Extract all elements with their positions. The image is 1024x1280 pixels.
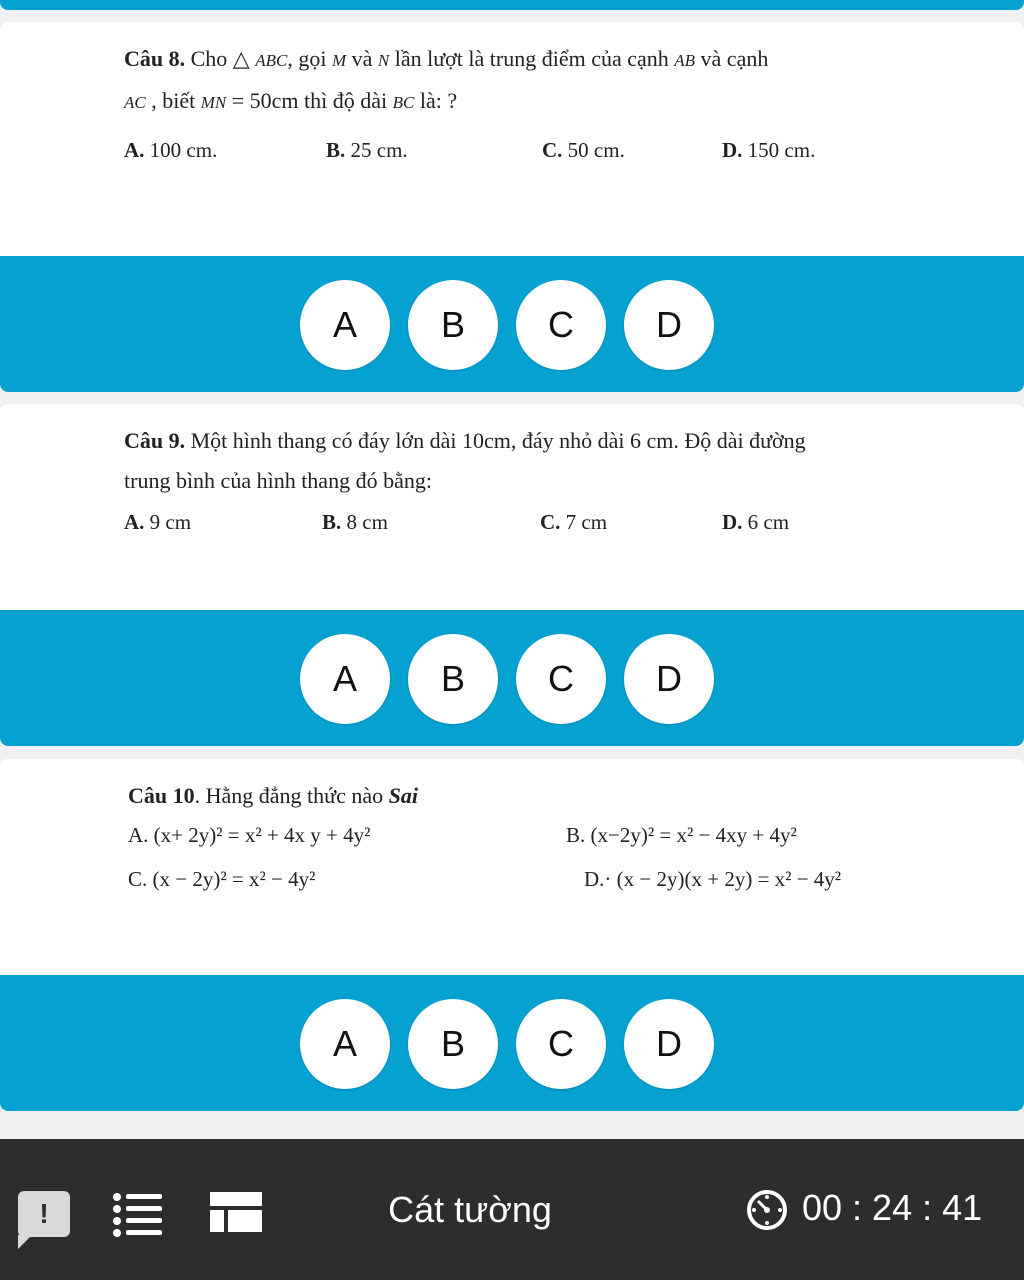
q8-math: MN (200, 93, 227, 112)
question-10-line-1 (128, 783, 418, 809)
option-text: 9 cm (144, 510, 192, 534)
answer-bar-8 (0, 256, 1024, 392)
option-key: A. (128, 823, 149, 847)
top-accent-bar (0, 0, 1024, 10)
q10-option-d (584, 867, 841, 892)
question-8-line-2 (124, 88, 457, 114)
q8-option-c (542, 138, 625, 163)
answer-a-button[interactable]: A (300, 999, 390, 1089)
q8-option-a (124, 138, 217, 163)
q8-text: và cạnh (695, 46, 769, 71)
q10-option-a (128, 823, 370, 848)
option-key: B. (326, 138, 346, 162)
option-text: 7 cm (560, 510, 608, 534)
answer-b-button[interactable]: B (408, 999, 498, 1089)
q10-option-b (566, 823, 797, 848)
list-icon[interactable] (112, 1191, 164, 1237)
option-key: C. (128, 867, 148, 891)
question-card-10 (0, 759, 1024, 1111)
option-text: 150 cm. (742, 138, 816, 162)
question-9-line-1 (124, 428, 806, 454)
timer-display: 00 : 24 : 41 (802, 1187, 983, 1228)
q9-option-a (124, 510, 191, 535)
q9-option-d (722, 510, 789, 535)
option-text: (x−2y)² = x² − 4xy + 4y² (585, 823, 797, 847)
option-text: 6 cm (742, 510, 790, 534)
answer-bar-9 (0, 610, 1024, 746)
option-text: 100 cm. (144, 138, 218, 162)
question-card-9 (0, 404, 1024, 746)
question-8-line-1 (124, 46, 768, 72)
q10-text: . Hằng đẳng thức nào (194, 783, 389, 808)
answer-bar-10 (0, 975, 1024, 1111)
option-text: 50 cm. (562, 138, 625, 162)
q9-text: Một hình thang có đáy lớn dài 10cm, đáy nhỏ dài 6 cm. Độ dài đường (185, 428, 806, 453)
q8-text: , biết (145, 88, 201, 113)
q9-option-c (540, 510, 607, 535)
report-icon[interactable] (18, 1191, 70, 1237)
question-9-label: Câu 9. (124, 428, 186, 453)
option-key: B. (566, 823, 586, 847)
report-glyph: ! (39, 1198, 49, 1229)
answer-b-button[interactable]: B (408, 634, 498, 724)
q10-option-c (128, 867, 315, 892)
option-key: D. (722, 138, 743, 162)
timer-icon (746, 1189, 788, 1231)
option-key: D. (722, 510, 743, 534)
option-key: A. (124, 510, 145, 534)
option-text: 25 cm. (345, 138, 408, 162)
q8-text: lần lượt là trung điểm của cạnh (389, 46, 675, 71)
q8-math: N (377, 51, 390, 70)
q9-option-b (322, 510, 388, 535)
question-10-label: Câu 10 (128, 783, 195, 808)
q8-text: là: ? (414, 88, 458, 113)
q8-math: AB (674, 51, 696, 70)
q8-text: , gọi (287, 46, 332, 71)
option-text: 8 cm (341, 510, 388, 534)
answer-a-button[interactable]: A (300, 280, 390, 370)
q8-math: M (331, 51, 347, 70)
answer-d-button[interactable]: D (624, 280, 714, 370)
q10-emphasis: Sai (388, 783, 418, 808)
q8-text: và (346, 46, 378, 71)
option-key: C. (540, 510, 561, 534)
question-card-8 (0, 22, 1024, 392)
q8-option-d (722, 138, 815, 163)
layout-icon[interactable] (210, 1192, 262, 1232)
option-key: D. (584, 867, 605, 891)
q8-math: BC (392, 93, 415, 112)
option-key: B. (322, 510, 342, 534)
option-key: C. (542, 138, 563, 162)
q8-option-b (326, 138, 408, 163)
answer-a-button[interactable]: A (300, 634, 390, 724)
option-text: · (x − 2y)(x + 2y) = x² − 4y² (604, 867, 842, 891)
answer-c-button[interactable]: C (516, 280, 606, 370)
option-key: A. (124, 138, 145, 162)
q8-math: AC (124, 93, 146, 112)
app-title: Cát tường (388, 1189, 552, 1230)
question-9-line-2: trung bình của hình thang đó bằng: (124, 468, 432, 493)
answer-b-button[interactable]: B (408, 280, 498, 370)
answer-d-button[interactable]: D (624, 999, 714, 1089)
answer-c-button[interactable]: C (516, 634, 606, 724)
question-8-label: Câu 8. (124, 46, 186, 71)
q8-text: = 50cm thì độ dài (226, 88, 393, 113)
answer-c-button[interactable]: C (516, 999, 606, 1089)
q8-text: Cho △ (185, 46, 256, 71)
answer-d-button[interactable]: D (624, 634, 714, 724)
option-text: (x − 2y)² = x² − 4y² (147, 867, 316, 891)
bottom-toolbar (0, 1139, 1024, 1280)
option-text: (x+ 2y)² = x² + 4x y + 4y² (148, 823, 371, 847)
q8-math: ABC (255, 51, 288, 70)
